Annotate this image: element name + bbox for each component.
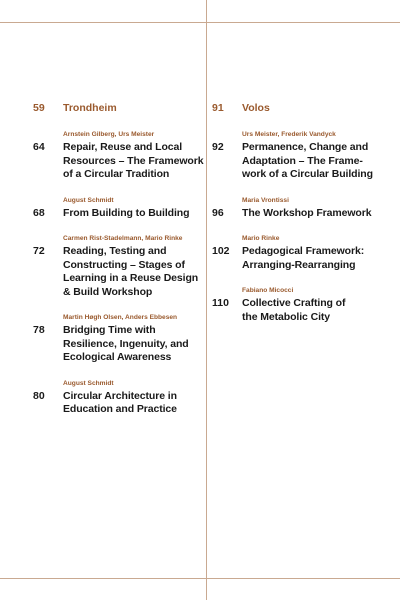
entry-title-line: Adaptation – The Frame- (242, 154, 363, 167)
section-page-number: 59 (33, 102, 45, 114)
entry-row (212, 245, 392, 272)
entry-title-line: Ecological Awareness (63, 351, 172, 363)
entry-title-line: Bridging Time with (63, 324, 156, 336)
entry-title (63, 141, 203, 182)
entry-title-line: of a Circular Tradition (63, 168, 170, 180)
entry-row (33, 324, 205, 365)
entry-title-line: The Workshop Framework (242, 206, 372, 219)
entry-authors: Mario Rinke (242, 235, 280, 242)
entry-row (212, 207, 392, 221)
entry-row (33, 141, 205, 182)
section-header-trondheim[interactable] (33, 102, 205, 116)
entry-page-number: 110 (212, 297, 229, 309)
entry-title-line: From Building to Building (63, 206, 190, 219)
entry-page-number: 80 (33, 389, 45, 402)
entry-authors: Carmen Rist-Stadelmann, Mario Rinke (63, 235, 183, 242)
entries-list (212, 130, 392, 324)
entry-title-line: Permanence, Change and (242, 141, 369, 153)
entry-title-line: Education and Practice (63, 403, 177, 415)
entry-title-line: Repair, Reuse and Local (63, 141, 183, 153)
entry-title-line: Collective Crafting of (242, 297, 346, 309)
entry-page-number: 72 (33, 245, 45, 257)
entry-title-line: Reading, Testing and (63, 245, 167, 257)
bottom-horizontal-rule (0, 578, 400, 579)
section-header-volos[interactable] (212, 102, 392, 116)
entry-page-number: 96 (212, 206, 224, 219)
entry-title-line: Resources – The Framework (63, 154, 204, 167)
entry-authors: Urs Meister, Frederik Vandyck (242, 131, 336, 138)
entry-title-line: Resilience, Ingenuity, and (63, 337, 189, 350)
toc-entry[interactable] (212, 286, 392, 324)
entry-page-number: 68 (33, 206, 45, 219)
entry-title (242, 207, 371, 221)
entry-authors: August Schmidt (63, 196, 114, 204)
entry-title-line: the Metabolic City (242, 310, 331, 323)
entry-title (242, 141, 373, 182)
entries-list (33, 130, 205, 417)
section-title: Volos (242, 102, 270, 114)
entry-row (33, 207, 205, 221)
entry-row (33, 245, 205, 299)
entry-authors: August Schmidt (63, 379, 114, 387)
entry-authors: Arnstein Gilberg, Urs Meister (63, 131, 155, 138)
toc-entry[interactable] (212, 196, 392, 221)
entry-title-line: work of a Circular Building (242, 168, 373, 180)
toc-entry[interactable] (212, 234, 392, 272)
section-title: Trondheim (63, 102, 117, 114)
entry-title (63, 390, 177, 417)
toc-entry[interactable] (33, 379, 205, 417)
toc-entry[interactable] (212, 130, 392, 182)
entry-page-number: 78 (33, 324, 45, 336)
entry-title (242, 245, 364, 272)
entry-title-line: Constructing – Stages of (63, 258, 185, 271)
top-horizontal-rule (0, 22, 400, 23)
entry-title-line: Pedagogical Framework: (242, 245, 365, 257)
center-vertical-rule (206, 0, 207, 600)
entry-page-number: 64 (33, 141, 45, 153)
toc-entry[interactable] (33, 313, 205, 365)
entry-page-number: 92 (212, 141, 224, 153)
entry-authors: Maria Vrontissi (242, 196, 289, 204)
entry-authors: Martin Høgh Olsen, Anders Ebbesen (63, 314, 178, 321)
entry-row (33, 390, 205, 417)
toc-entry[interactable] (33, 234, 205, 299)
entry-authors: Fabiano Micocci (242, 287, 294, 294)
entry-title (63, 245, 198, 299)
entry-title (63, 324, 189, 365)
toc-column-right (212, 102, 392, 338)
entry-title-line: & Build Workshop (63, 285, 153, 298)
entry-title-line: Learning in a Reuse Design (63, 272, 199, 284)
section-page-number: 91 (212, 102, 224, 114)
entry-row (212, 141, 392, 182)
toc-column-left (33, 102, 205, 431)
entry-title-line: Arranging-Rearranging (242, 258, 356, 271)
toc-entry[interactable] (33, 196, 205, 221)
entry-title-line: Circular Architecture in (63, 389, 177, 402)
toc-entry[interactable] (33, 130, 205, 182)
entry-title (63, 207, 189, 221)
entry-title (242, 297, 345, 324)
entry-page-number: 102 (212, 245, 230, 257)
entry-row (212, 297, 392, 324)
